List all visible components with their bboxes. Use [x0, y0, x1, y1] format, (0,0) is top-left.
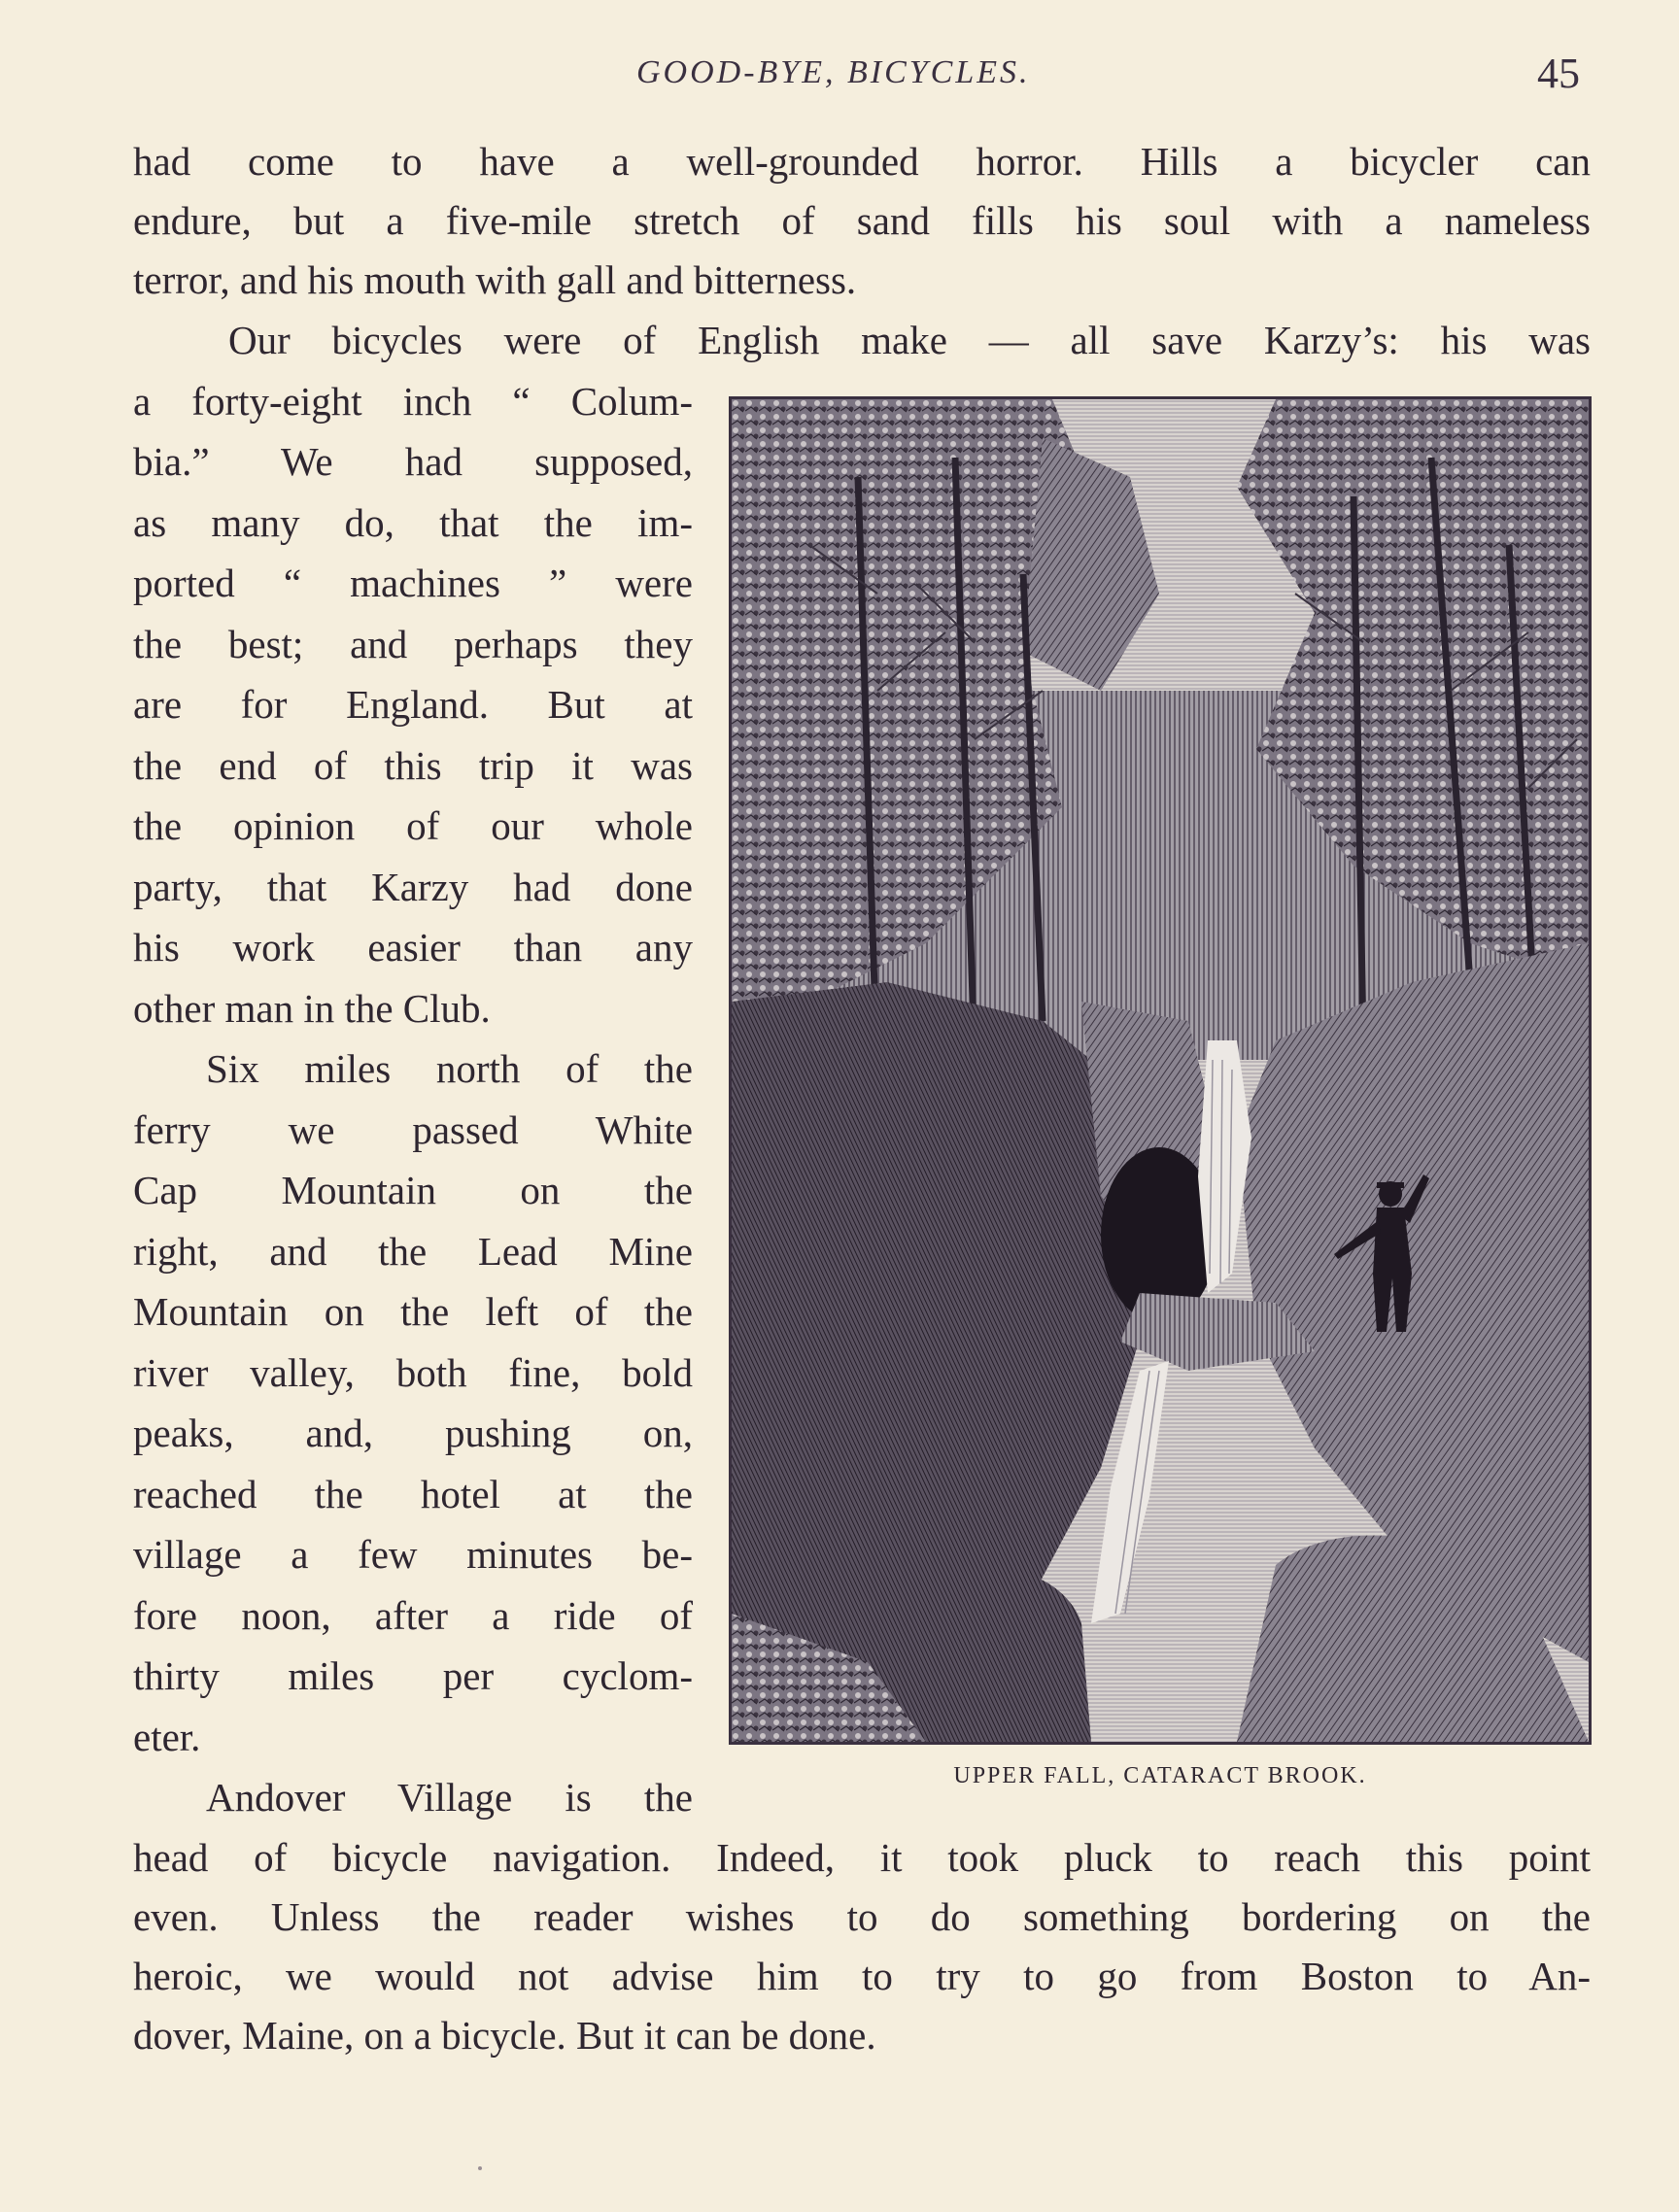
text-line: his work easier than any: [133, 925, 693, 970]
text-line: Cap Mountain on the: [133, 1168, 693, 1212]
text-line: as many do, that the im-: [133, 500, 693, 545]
text-line: ferry we passed White: [133, 1107, 693, 1152]
text-line: heroic, we would not advise him to try to go from Boston to An-: [133, 1954, 1591, 1998]
paper-speck: [478, 2166, 482, 2170]
text-line: reached the hotel at the: [133, 1472, 693, 1516]
text-line: Andover Village is the: [206, 1775, 693, 1820]
text-line: the end of this trip it was: [133, 743, 693, 788]
text-line: even. Unless the reader wishes to do something bordering on the: [133, 1894, 1591, 1939]
text-line: Mountain on the left of the: [133, 1289, 693, 1334]
text-line: other man in the Club.: [133, 986, 491, 1031]
paragraph-first-line: Our bicycles were of English make — all save Karzy’s: his was: [228, 318, 1591, 362]
text-line: bia.” We had supposed,: [133, 439, 693, 484]
text-line: right, and the Lead Mine: [133, 1229, 693, 1274]
page-number: 45: [1537, 50, 1580, 97]
text-line: party, that Karzy had done: [133, 865, 693, 909]
figure-caption: UPPER FALL, CATARACT BROOK.: [953, 1763, 1367, 1788]
text-line: village a few minutes be-: [133, 1532, 693, 1577]
text-line: fore noon, after a ride of: [133, 1593, 693, 1638]
waterfall-engraving: [732, 399, 1589, 1742]
text-line: had come to have a well-grounded horror. Hills a bicycler can: [133, 139, 1591, 184]
text-line: eter.: [133, 1715, 201, 1759]
text-line: dover, Maine, on a bicycle. But it can be done.: [133, 2013, 876, 2058]
text-line: river valley, both fine, bold: [133, 1350, 693, 1395]
text-line: head of bicycle navigation. Indeed, it took pluck to reach this point: [133, 1835, 1591, 1880]
text-line: endure, but a five-mile stretch of sand fills his soul with a nameless: [133, 198, 1591, 243]
running-head: [0, 47, 1679, 105]
text-line: ported “ machines ” were: [133, 561, 693, 605]
text-line: thirty miles per cyclom-: [133, 1653, 693, 1698]
text-line: peaks, and, pushing on,: [133, 1411, 693, 1455]
text-line: are for England. But at: [133, 682, 693, 727]
text-line: the best; and perhaps they: [133, 622, 693, 666]
engraving-illustration: [729, 396, 1592, 1745]
text-line: terror, and his mouth with gall and bitterness.: [133, 257, 857, 302]
text-line: a forty-eight inch “ Colum-: [133, 379, 693, 424]
text-line: Six miles north of the: [206, 1046, 693, 1091]
text-line: the opinion of our whole: [133, 803, 693, 848]
running-title: GOOD-BYE, BICYCLES.: [636, 54, 1031, 90]
